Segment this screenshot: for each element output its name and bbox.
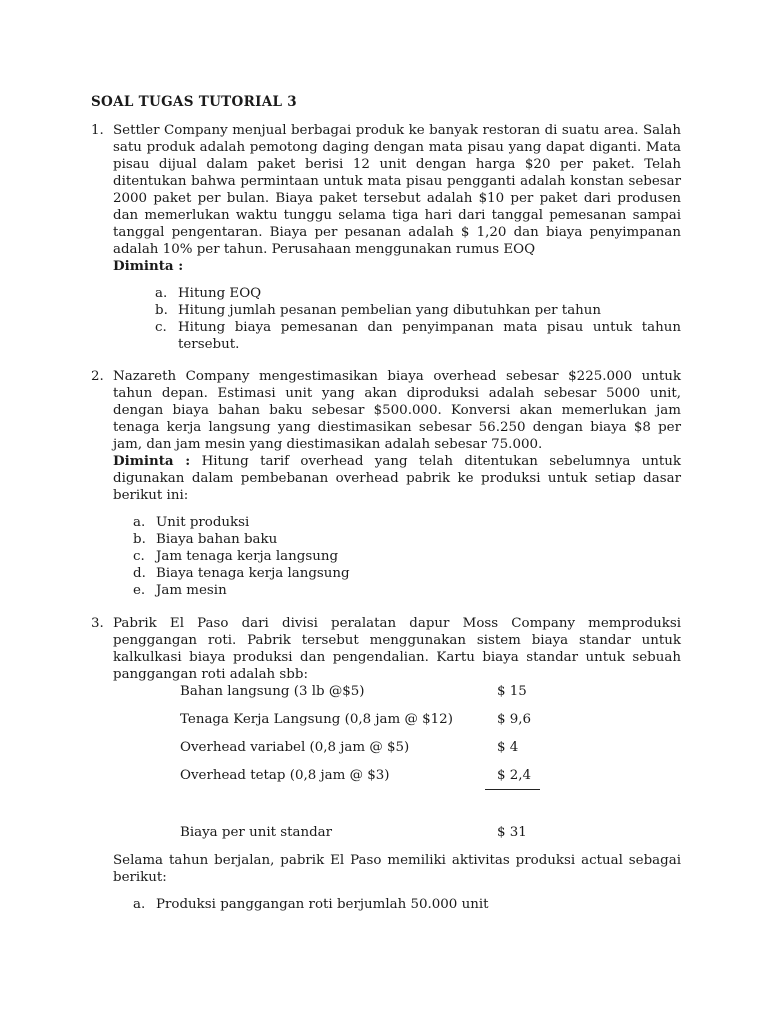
list-item: b. Biaya bahan baku [133, 532, 278, 547]
subtotal-rule [485, 789, 540, 790]
question-number: 3. [91, 616, 104, 631]
total-amount: $ 31 [497, 825, 527, 840]
question-text: Nazareth Company mengestimasikan biaya overhead sebesar $225.000 untuk tahun depan. Estimasi unit yang akan diproduksi adalah sebesar 5000 unit, dengan biaya bahan baku sebesar $500.000. Konversi akan memerlukan jam tenaga kerja langsung yang diestimasikan sebesar 56.250 dengan biaya $8 per jam, dan jam mesin yang diestimasikan adalah sebesar 75.000. [113, 369, 681, 452]
question-number: 2. [91, 369, 104, 384]
question-2 [91, 368, 681, 599]
cost-amount: $ 2,4 [497, 768, 532, 783]
question-3-continued [91, 852, 681, 913]
diminta-label: Diminta : [113, 258, 184, 274]
cost-label: Overhead tetap (0,8 jam @ $3) [180, 768, 390, 783]
list-item: b. Hitung jumlah pesanan pembelian yang dibutuhkan per tahun [155, 303, 602, 318]
total-label: Biaya per unit standar [180, 825, 333, 840]
question-2-list [133, 514, 681, 599]
question-text: Selama tahun berjalan, pabrik El Paso memiliki aktivitas produksi actual sebagai berikut: [113, 853, 681, 885]
question-3-list [133, 896, 681, 913]
cost-label: Overhead variabel (0,8 jam @ $5) [180, 740, 410, 755]
page-title: SOAL TUGAS TUTORIAL 3 [91, 94, 297, 110]
question-1 [91, 122, 681, 353]
cost-label: Tenaga Kerja Langsung (0,8 jam @ $12) [180, 712, 453, 727]
list-item: a. Produksi panggangan roti berjumlah 50.000 unit [133, 897, 489, 912]
cost-amount: $ 9,6 [497, 712, 532, 727]
question-text: Pabrik El Paso dari divisi peralatan dapur Moss Company memproduksi penggangan roti. Pabrik tersebut menggunakan sistem biaya standar untuk kalkulkasi biaya produksi dan pengendalian. Kartu biaya standar untuk sebuah panggangan roti adalah sbb: [113, 616, 681, 682]
list-item: c. Jam tenaga kerja langsung [133, 549, 339, 564]
cost-row [180, 711, 550, 729]
question-1-list [155, 285, 681, 353]
diminta-text: Hitung tarif overhead yang telah ditentukan sebelumnya untuk digunakan dalam pembebanan overhead pabrik ke produksi untuk setiap dasar berikut ini: [113, 454, 681, 503]
cost-row [180, 683, 550, 701]
question-3 [91, 615, 681, 683]
cost-row [180, 767, 550, 785]
diminta-block [113, 453, 681, 504]
list-item: d. Biaya tenaga kerja langsung [133, 566, 350, 581]
total-row [180, 824, 550, 842]
cost-row [180, 739, 550, 757]
diminta-label: Diminta : [113, 453, 191, 469]
cost-amount: $ 4 [497, 740, 519, 755]
list-item: a. Unit produksi [133, 515, 250, 530]
question-number: 1. [91, 123, 104, 138]
list-item: a. Hitung EOQ [155, 286, 262, 301]
cost-label: Bahan langsung (3 lb @$5) [180, 684, 365, 699]
question-text: Settler Company menjual berbagai produk ke banyak restoran di suatu area. Salah satu produk adalah pemotong daging dengan mata pisau yang dapat diganti. Mata pisau dijual dalam paket berisi 12 unit dengan harga $20 per paket. Telah ditentukan bahwa permintaan untuk mata pisau pengganti adalah konstan sebesar 2000 paket per bulan. Biaya paket tersebut adalah $10 per paket dari produsen dan memerlukan waktu tunggu selama tiga hari dari tanggal pemesanan sampai tanggal pengentaran. Biaya per pesanan adalah $ 1,20 dan biaya penyimpanan adalah 10% per tahun. Perusahaan menggunakan rumus EOQ [113, 123, 681, 257]
list-item: c. Hitung biaya pemesanan dan penyimpanan mata pisau untuk tahun tersebut. [155, 320, 681, 352]
cost-amount: $ 15 [497, 684, 527, 699]
list-item: e. Jam mesin [133, 583, 227, 598]
